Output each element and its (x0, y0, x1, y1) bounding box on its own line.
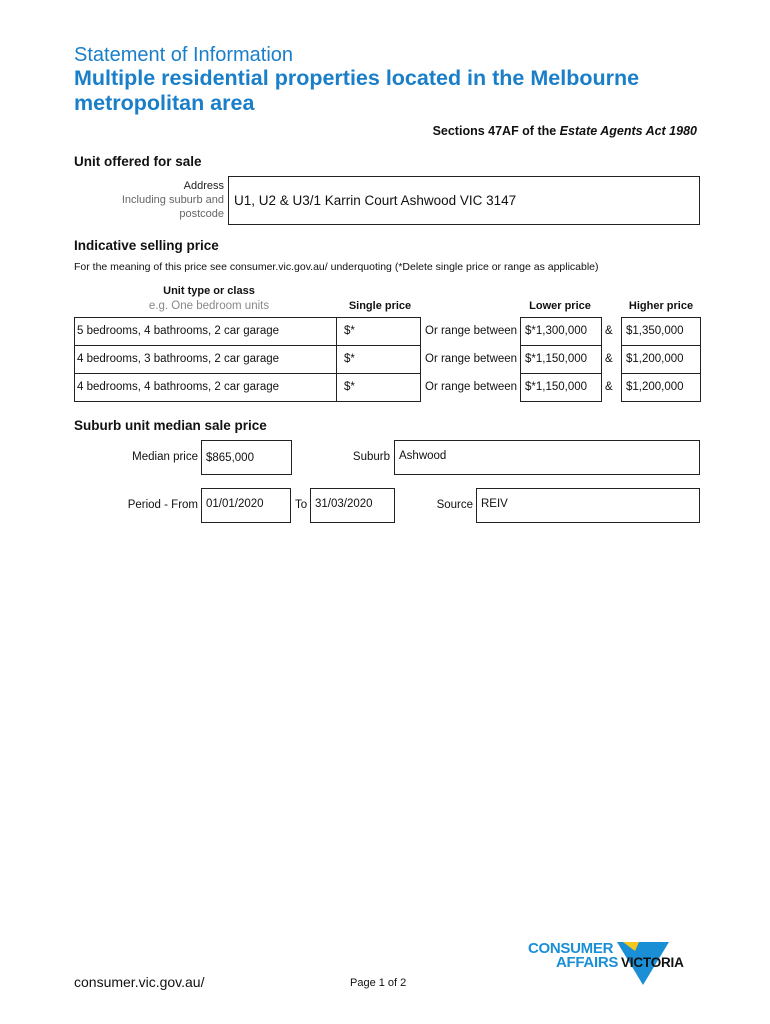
logo-line-consumer: CONSUMER (528, 940, 614, 957)
range-label: Or range between (425, 325, 518, 337)
higher-price-cell[interactable]: $1,200,000 (626, 381, 684, 393)
suburb-field[interactable]: Ashwood (394, 440, 700, 475)
period-to-label: To (295, 499, 308, 511)
range-label: Or range between (425, 353, 518, 365)
unit-type-cell[interactable]: 4 bedrooms, 3 bathrooms, 2 car garage (77, 353, 280, 365)
address-field[interactable]: U1, U2 & U3/1 Karrin Court Ashwood VIC 3147 (228, 176, 700, 225)
lower-price-cell[interactable]: $*1,150,000 (525, 353, 588, 365)
period-from-label: Period - From (127, 499, 198, 511)
ampersand: & (605, 325, 613, 337)
period-from-field[interactable]: 01/01/2020 (201, 488, 291, 523)
sections-reference (433, 124, 697, 138)
col-unit-type: Unit type or class (163, 285, 255, 297)
lower-price-cell[interactable]: $*1,300,000 (525, 325, 588, 337)
address-hint-2: postcode (179, 208, 224, 220)
unit-offered-heading: Unit offered for sale (74, 154, 202, 169)
sections-prefix: Sections 47AF of the (432, 124, 560, 138)
unit-type-cell[interactable]: 4 bedrooms, 4 bathrooms, 2 car garage (77, 381, 280, 393)
single-price-cell[interactable]: $* (344, 325, 355, 337)
address-label: Address (183, 180, 224, 192)
logo-line-victoria: VICTORIA (621, 955, 684, 970)
range-label: Or range between (425, 381, 518, 393)
lower-price-cell[interactable]: $*1,150,000 (525, 381, 588, 393)
address-label-block (122, 179, 224, 221)
single-price-cell[interactable]: $* (344, 353, 355, 365)
logo-line-affairs: AFFAIRS (556, 954, 619, 971)
col-higher: Higher price (628, 300, 694, 312)
col-lower: Lower price (529, 300, 591, 312)
ampersand: & (605, 381, 613, 393)
address-hint-1: Including suburb and (121, 194, 224, 206)
document-title: Multiple residential properties located in the Melbourne metropolitan area (74, 66, 640, 115)
single-price-cell[interactable]: $* (344, 381, 355, 393)
higher-price-cell[interactable]: $1,350,000 (626, 325, 684, 337)
ampersand: & (605, 353, 613, 365)
col-single: Single price (348, 300, 412, 312)
document-subtitle: Statement of Information (74, 44, 294, 66)
suburb-label: Suburb (352, 451, 390, 463)
higher-price-cell[interactable]: $1,200,000 (626, 353, 684, 365)
unit-type-cell[interactable]: 5 bedrooms, 4 bathrooms, 2 car garage (77, 325, 280, 337)
source-field[interactable]: REIV (476, 488, 700, 523)
col-unit-example: e.g. One bedroom units (148, 300, 270, 312)
indicative-heading: Indicative selling price (74, 238, 219, 253)
median-price-field[interactable]: $865,000 (201, 440, 292, 475)
consumer-affairs-victoria-logo (527, 940, 707, 990)
page-number: Page 1 of 2 (350, 977, 407, 989)
period-to-field[interactable]: 31/03/2020 (310, 488, 395, 523)
act-name: Estate Agents Act 1980 (559, 124, 697, 138)
indicative-note: For the meaning of this price see consumer.vic.gov.au/ underquoting (*Delete single price or range as applicable) (74, 261, 599, 273)
source-label: Source (436, 499, 473, 511)
median-price-label: Median price (132, 451, 198, 463)
median-heading: Suburb unit median sale price (74, 418, 267, 433)
footer-url[interactable]: consumer.vic.gov.au/ (74, 974, 205, 990)
